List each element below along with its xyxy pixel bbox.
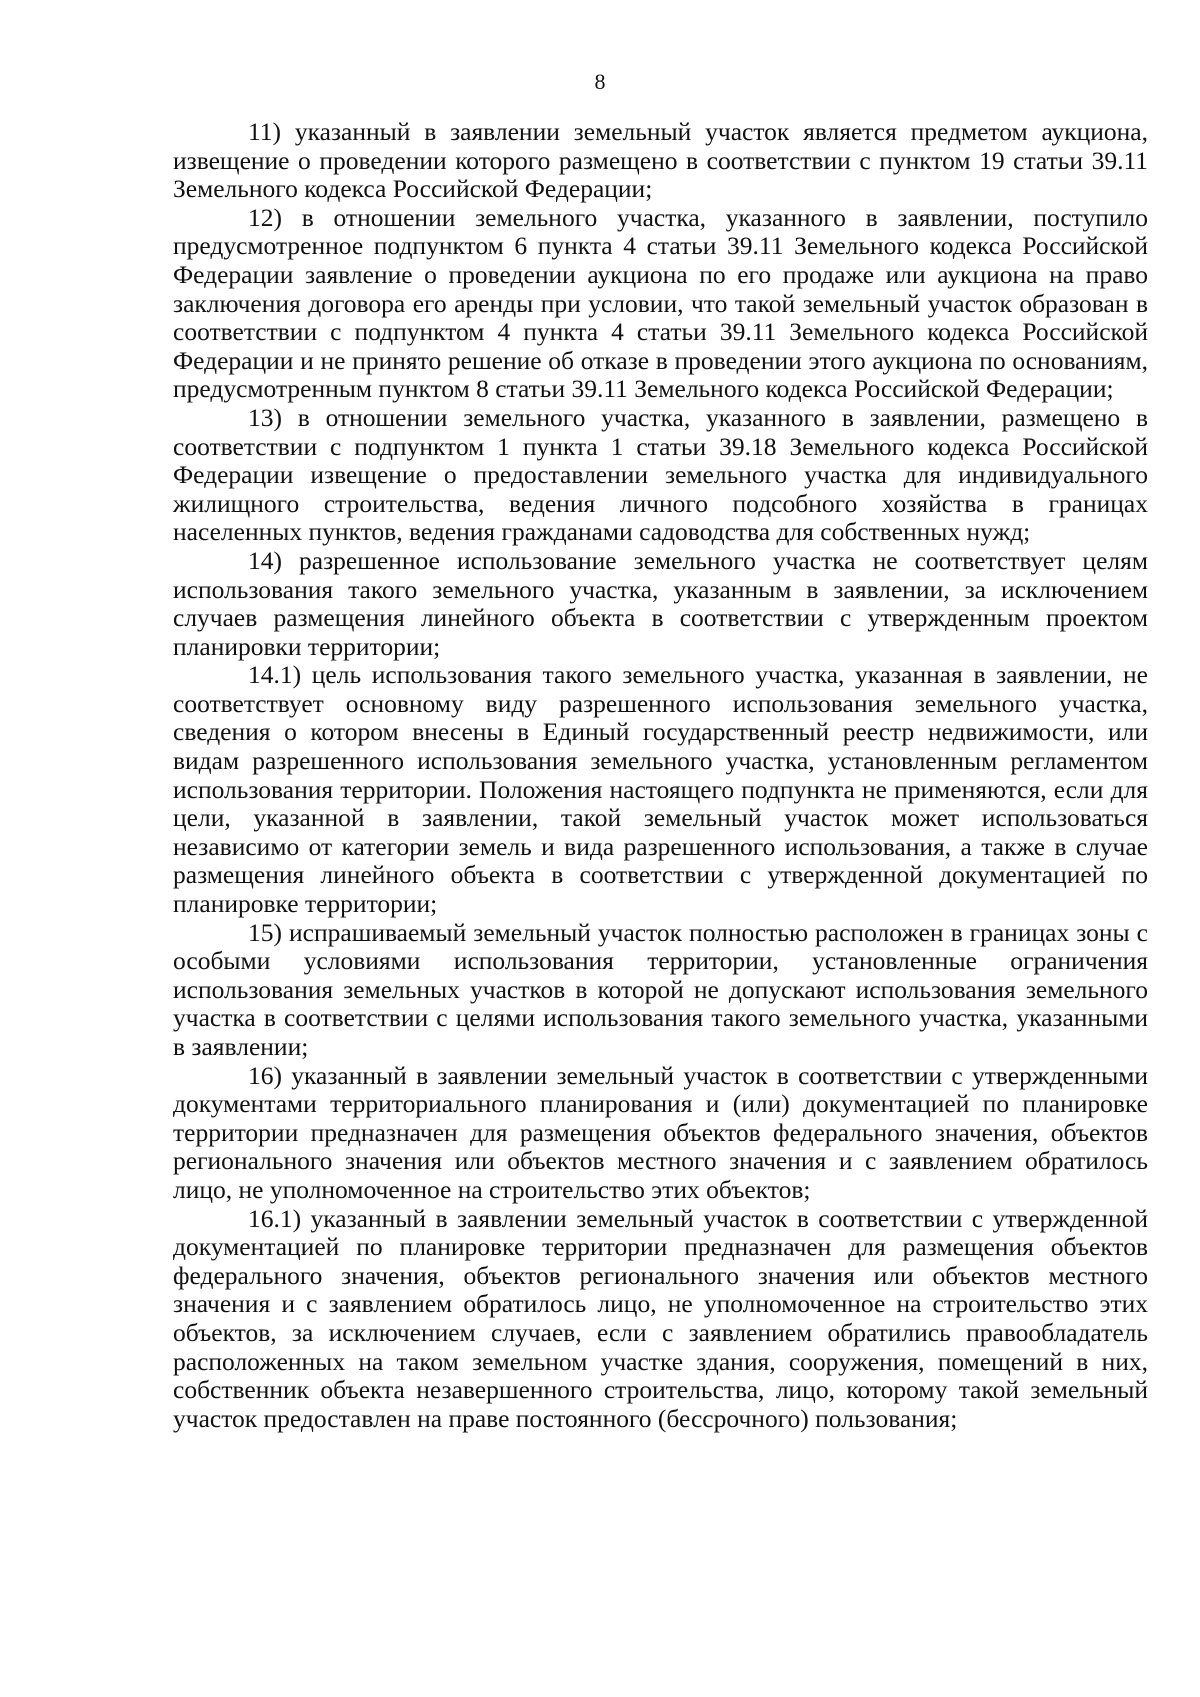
list-item-14: 14) разрешенное использование земельного участка не соответствует целям использования такого земельного участка, указанным в заявлении, за исключением случаев размещения линейного объекта в соответствии с утвержденным проектом планировки территории; (173, 545, 1148, 661)
list-item-15: 15) испрашиваемый земельный участок полностью расположен в границах зоны с особыми условиями использования территории, установленные ограничения использования земельных участков в которой не допускают использования земельного участка в соответствии с целями использования такого земельного участка, указанными в заявлении; (173, 917, 1148, 1061)
page-number: 8 (594, 69, 606, 94)
list-item-11: 11) указанный в заявлении земельный участок является предметом аукциона, извещение о проведении которого размещено в соответствии с пунктом 19 статьи 39.11 Земельного кодекса Российской Федерации; (173, 117, 1148, 204)
list-item-13: 13) в отношении земельного участка, указанного в заявлении, размещено в соответствии с подпунктом 1 пункта 1 статьи 39.18 Земельного кодекса Российской Федерации извещение о предоставлении земельного участка для индивидуального жилищного строительства, ведения личного подсобного хозяйства в границах населенных пунктов, ведения гражданами садоводства для собственных нужд; (173, 402, 1148, 547)
document-body (173, 118, 1148, 1433)
list-item-16: 16) указанный в заявлении земельный участок в соответствии с утвержденными документами территориального планирования и (или) документацией по планировке территории предназначен для размещения объектов федерального значения, объектов регионального значения или объектов местного значения и с заявлением обратилось лицо, не уполномоченное на строительство этих объектов; (173, 1060, 1148, 1204)
list-item-14-1: 14.1) цель использования такого земельного участка, указанная в заявлении, не соответствует основному виду разрешенного использования земельного участка, сведения о котором внесены в Единый государственный реестр недвижимости, или видам разрешенного использования земельного участка, установленным регламентом использования территории. Положения настоящего подпункта не применяются, если для цели, указанной в заявлении, такой земельный участок может использоваться независимо от категории земель и вида разрешенного использования, а также в случае размещения линейного объекта в соответствии с утвержденной документацией по планировке территории; (173, 660, 1148, 919)
list-item-16-1: 16.1) указанный в заявлении земельный участок в соответствии с утвержденной документацией по планировке территории предназначен для размещения объектов федерального значения, объектов регионального значения или объектов местного значения и с заявлением обратилось лицо, не уполномоченное на строительство этих объектов, за исключением случаев, если с заявлением обратились правообладатель расположенных на таком земельном участке здания, сооружения, помещений в них, собственник объекта незавершенного строительства, лицо, которому такой земельный участок предоставлен на праве постоянного (бессрочного) пользования; (173, 1203, 1148, 1433)
list-item-12: 12) в отношении земельного участка, указанного в заявлении, поступило предусмотренное подпунктом 6 пункта 4 статьи 39.11 Земельного кодекса Российской Федерации заявление о проведении аукциона по его продаже или аукциона на право заключения договора его аренды при условии, что такой земельный участок образован в соответствии с подпунктом 4 пункта 4 статьи 39.11 Земельного кодекса Российской Федерации и не принято решение об отказе в проведении этого аукциона по основаниям, предусмотренным пунктом 8 статьи 39.11 Земельного кодекса Российской Федерации; (173, 202, 1148, 404)
